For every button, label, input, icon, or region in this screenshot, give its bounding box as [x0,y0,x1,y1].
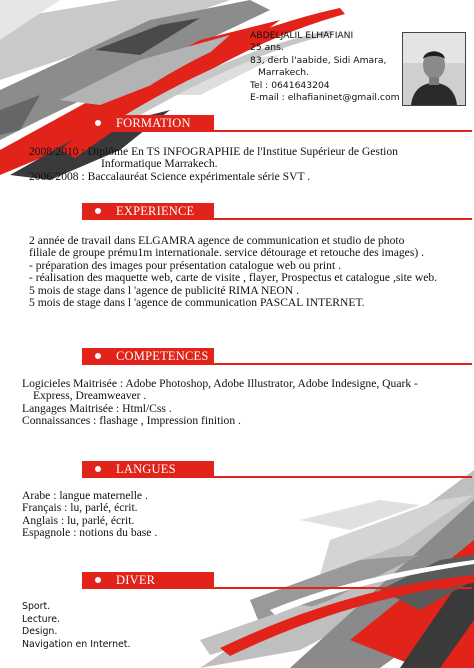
section-title-langues: LANGUES [116,462,176,476]
langues-line-4: Espagnole : notions du base . [22,526,158,540]
competences-line-3: Langages Maitrisée : Html/Css . [22,401,172,415]
experience-line-6: 5 mois de stage dans l 'agence de communication PASCAL INTERNET. [29,296,365,310]
experience-content [29,235,437,309]
section-title-competences: COMPETENCES [116,349,209,363]
section-header-competences [82,348,472,365]
experience-line-1: 2 année de travail dans ELGAMRA agence de communication et studio de photo [29,234,405,247]
section-header-experience [82,203,472,220]
address-line-1: 83, derb l'aabide, Sidi Amara, [250,54,387,66]
competences-line-4: Connaissances : flashage , Impression finition . [22,414,241,428]
diver-content [22,601,130,651]
full-name: ABDELJALIL ELHAFIANI [250,30,354,41]
experience-line-4: - réalisation des maquette web, carte de visite , flayer, Prospectus et catalogue ,site web. [29,271,438,285]
competences-line-2: Express, Dreamweaver . [33,389,147,403]
experience-line-3: - préparation des images pour présentation catalogue web ou print . [29,258,341,272]
white-dot-icon [95,577,101,583]
diver-line-4: Navigation en Internet. [22,638,131,650]
diver-line-1: Sport. [22,601,51,612]
white-dot-icon [95,353,101,359]
section-title-formation: FORMATION [116,116,191,130]
section-title-experience: EXPERIENCE [116,204,195,218]
diver-line-2: Lecture. [22,613,60,625]
formation-line-1: 2008/2010 : Diplôme En TS INFOGRAPHIE de l'Institue Supérieur de Gestion [29,145,398,158]
white-dot-icon [95,466,101,472]
formation-content [29,146,398,183]
diver-line-3: Design. [22,626,58,638]
formation-line-3: 2006/2008 : Baccalauréat Science expérimentale série SVT . [29,169,311,183]
section-header-langues [82,461,472,478]
contact-header [250,30,400,104]
langues-line-1: Arabe : langue maternelle . [22,489,148,502]
section-header-formation [82,115,472,132]
white-dot-icon [95,120,101,126]
email: E-mail : elhafianinet@gmail.com [250,92,400,104]
experience-line-5: 5 mois de stage dans l 'agence de publicité RIMA NEON . [29,283,299,297]
white-dot-icon [95,208,101,214]
age: 25 ans. [250,42,284,54]
phone: Tel : 0641643204 [250,79,330,91]
competences-line-1: Logicieles Maitrisée : Adobe Photoshop, Adobe Illustrator, Adobe Indesigne, Quark - [22,377,418,390]
experience-line-2: filiale de groupe prému1m internationale. service détourage et retouche des images) . [29,246,424,260]
competences-content [22,378,418,428]
langues-line-3: Anglais : lu, parlé, écrit. [22,513,135,527]
section-title-diver: DIVER [116,573,156,587]
langues-line-2: Français : lu, parlé, écrit. [22,501,138,515]
section-header-diver [82,572,472,589]
formation-line-2: Informatique Marrakech. [101,157,218,171]
address-line-2: Marrakech. [258,67,310,79]
profile-photo [402,32,466,106]
langues-content [22,490,157,540]
